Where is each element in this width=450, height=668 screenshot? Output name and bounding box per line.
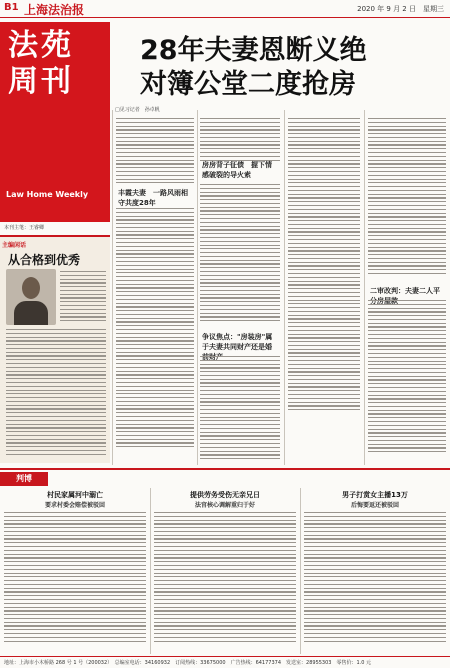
bottom-article-3-title: 男子打赏女主播13万 — [342, 491, 408, 499]
bottom-section-rule — [0, 468, 450, 470]
columnist-photo — [6, 269, 56, 325]
column-title: 从合格到优秀 — [8, 253, 81, 267]
section-block — [0, 22, 110, 222]
subhead-two: 房房背子征债 握下情感破裂的导火索 — [202, 161, 272, 179]
section-title-en: Law Home Weekly — [6, 190, 89, 199]
columnist-box — [0, 235, 110, 463]
column-body-text-top — [60, 271, 106, 324]
subhead-four: 二审改判：夫妻二人平 — [370, 287, 440, 295]
headline-line-2: 对簿公堂二度抢房 — [140, 69, 356, 100]
masthead — [0, 0, 450, 18]
article-col-4 — [368, 118, 446, 277]
article-col-4b — [368, 300, 446, 455]
article-col-3 — [288, 118, 360, 413]
bottom-article-2-title: 提供劳务受伤无亲兄日 — [190, 491, 260, 499]
article-col-2b — [200, 184, 280, 324]
subhead-three: 争议焦点："房装房"属于夫妻共同财产还是婚 — [202, 333, 273, 351]
page-number: B1 — [4, 2, 19, 13]
headline-line-1: 28年夫妻恩断义绝 — [140, 35, 367, 66]
byline: □见习记者 孙卓帆 — [115, 107, 160, 113]
section-title: 法苑周刊 — [8, 28, 74, 99]
paper-name: 上海法治报 — [24, 3, 85, 17]
article-col-2 — [200, 118, 280, 163]
article-col-1 — [116, 118, 194, 186]
bottom-article-1-title: 村民家属河中溺亡 — [47, 491, 103, 499]
subhead-one: 丰霞夫妻 一路风雨相守共度28年 — [118, 189, 188, 207]
article-col-1b — [116, 208, 194, 450]
headline — [140, 34, 440, 102]
footer: 地址：上海市小木桥路 268 号 1 号（200032） 总编室电话：34160932 订阅热线：33675000 广告热线：64177374 发送室：28955303 零售价：1.0 元 — [0, 656, 450, 668]
bottom-article-3-subtitle: 后悔要返还被驳回 — [350, 502, 399, 509]
article-col-2c — [200, 356, 280, 462]
editor-line: 本刊主笔：王睿卿 — [4, 225, 45, 231]
column-label: 主编闲话 — [2, 242, 27, 249]
bottom-article-1-body — [4, 512, 146, 644]
bottom-article-2-body — [154, 512, 296, 644]
bottom-article-3-body — [304, 512, 446, 644]
column-body-text — [6, 329, 106, 458]
bottom-article-1-subtitle: 要求村委会赔偿被驳回 — [44, 502, 105, 509]
date-line: 2020 年 9 月 2 日 星期三 — [357, 5, 444, 13]
bottom-section-label: 判博 — [0, 472, 48, 486]
bottom-article-2-subtitle: 法官核心调解重归于好 — [194, 502, 255, 509]
